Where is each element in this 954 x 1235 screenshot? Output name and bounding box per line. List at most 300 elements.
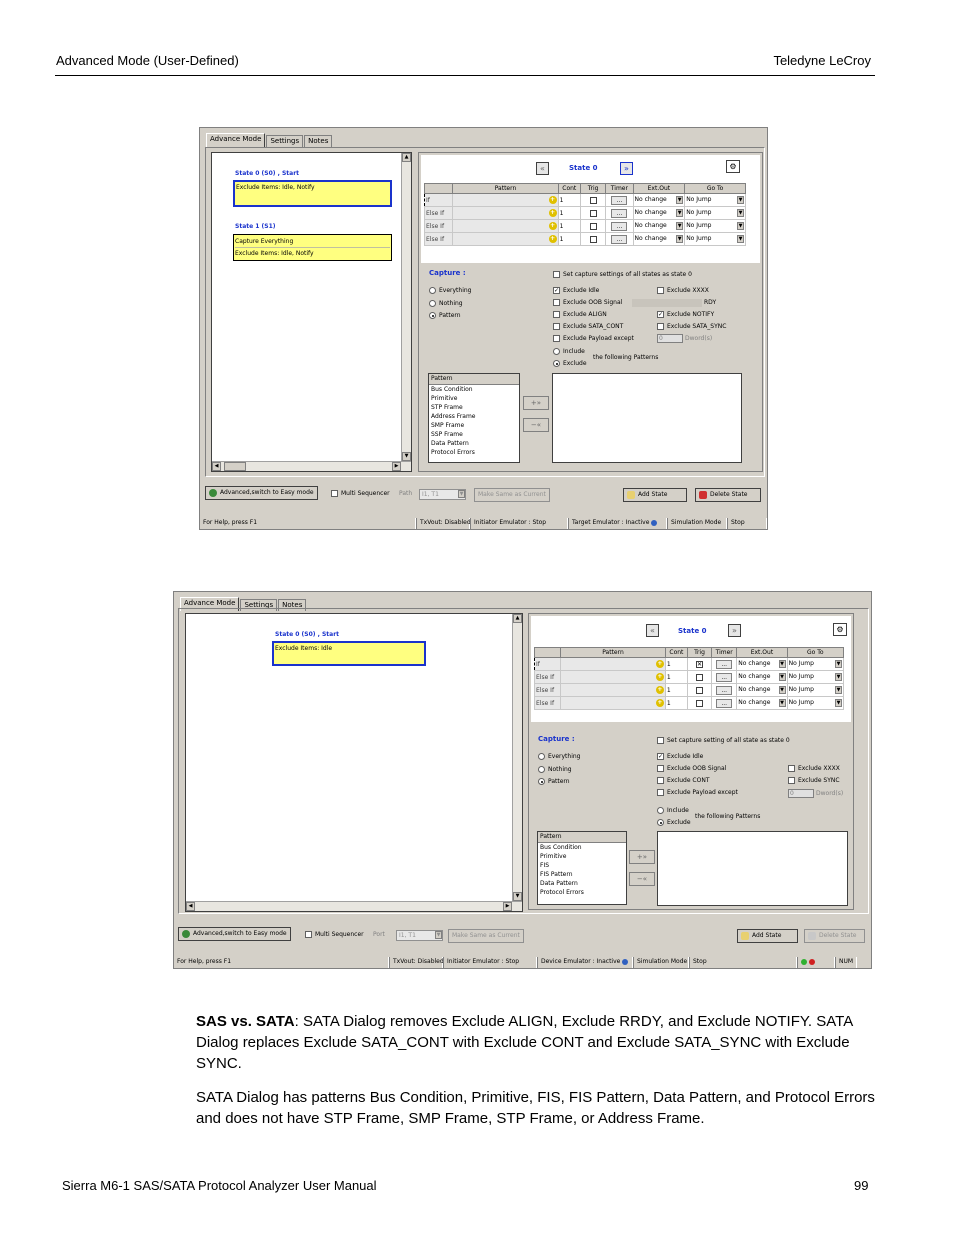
page-header-title: Advanced Mode (User-Defined)	[56, 53, 239, 68]
checkbox-label: Exclude Payload except	[563, 335, 634, 342]
ext-out-value: No change	[634, 235, 667, 242]
checkbox-icon	[553, 299, 560, 306]
chevron-down-icon: ▼	[836, 674, 841, 680]
checkbox-label: Exclude Idle	[563, 287, 600, 294]
sas-vs-sata-heading: SAS vs. SATA	[196, 1013, 295, 1030]
exclude-oob-checkbox[interactable]	[657, 764, 726, 773]
checkbox-icon: ✓	[554, 287, 560, 294]
checkbox-icon	[788, 765, 795, 772]
add-pattern-icon[interactable]: +	[657, 686, 663, 693]
add-pattern-icon[interactable]: +	[657, 660, 663, 667]
selected-pattern-list[interactable]	[657, 831, 848, 906]
page-number: 99	[854, 1178, 869, 1193]
horizontal-scrollbar[interactable]	[186, 901, 522, 911]
exclude-idle-checkbox[interactable]	[657, 752, 703, 761]
row-condition: Else If	[535, 697, 561, 710]
path-label: Path	[399, 490, 413, 497]
add-pattern-icon[interactable]: +	[550, 196, 556, 203]
scroll-right-icon[interactable]: ▶	[392, 462, 401, 471]
header-rule	[55, 75, 875, 76]
radio-icon	[553, 348, 560, 355]
chevron-down-icon: ▼	[738, 223, 743, 229]
multi-sequencer-checkbox[interactable]	[305, 930, 364, 940]
checkbox-icon	[553, 335, 560, 342]
capture-title: Capture :	[538, 735, 575, 743]
goto-value: No Jump	[686, 235, 712, 242]
radio-label: Pattern	[548, 778, 570, 785]
payload-input[interactable]: 0	[788, 789, 814, 798]
ext-out-select[interactable]	[633, 233, 685, 246]
list-item[interactable]: Protocol Errors	[540, 889, 584, 896]
cont-value[interactable]: 1	[558, 194, 580, 207]
exclude-sata-cont-checkbox[interactable]	[553, 322, 623, 331]
goto-select[interactable]	[787, 671, 843, 684]
table-row[interactable]	[425, 220, 746, 233]
status-target	[568, 518, 667, 529]
state-0-title: State 0 (S0) , Start	[235, 170, 300, 177]
trig-checkbox[interactable]	[590, 236, 597, 243]
radio-icon	[657, 807, 664, 814]
state-0-box[interactable]	[272, 641, 426, 666]
goto-select[interactable]	[787, 697, 843, 710]
state-settings-icon[interactable]: ⚙	[833, 623, 847, 636]
trig-checkbox[interactable]	[696, 700, 703, 707]
checkbox-icon	[553, 311, 560, 318]
row-condition: If	[535, 658, 561, 671]
exclude-notify-checkbox[interactable]	[657, 310, 714, 319]
ext-out-value: No change	[738, 673, 771, 680]
cont-value[interactable]: 1	[665, 684, 687, 697]
scroll-down-icon[interactable]: ▼	[513, 892, 522, 901]
status-device-text: Device Emulator : Inactive	[541, 958, 621, 965]
status-initiator: Initiator Emulator : Stop	[470, 518, 568, 529]
capture-title: Capture :	[429, 269, 466, 277]
scroll-up-icon[interactable]: ▲	[513, 614, 522, 623]
radio-include[interactable]	[657, 806, 689, 815]
radio-everything[interactable]	[429, 286, 471, 295]
status-txvout: TxVout: Disabled	[389, 957, 443, 968]
exclude-payload-checkbox[interactable]	[657, 788, 738, 797]
radio-icon	[538, 753, 545, 760]
col-cont: Cont	[558, 184, 580, 194]
chevron-down-icon: ▼	[836, 687, 841, 693]
goto-value: No Jump	[788, 673, 814, 680]
tab-settings[interactable]: Settings	[240, 599, 277, 611]
path-value: I1, T1	[422, 491, 439, 498]
trig-checkbox[interactable]	[590, 210, 597, 217]
trig-checkbox[interactable]	[590, 223, 597, 230]
chevron-down-icon: ▼	[738, 197, 743, 203]
tab-bar	[206, 133, 333, 147]
table-row[interactable]	[535, 671, 844, 684]
pattern-cell[interactable]	[453, 220, 558, 233]
tab-settings[interactable]: Settings	[266, 135, 303, 147]
sas-advanced-mode-dialog	[199, 127, 768, 530]
multi-sequencer-checkbox[interactable]	[331, 489, 390, 499]
radio-label: Pattern	[439, 312, 461, 319]
scroll-left-icon[interactable]: ◀	[212, 462, 221, 471]
list-item[interactable]: Bus Condition	[431, 386, 473, 393]
ext-out-value: No change	[634, 209, 667, 216]
row-condition: Else If	[535, 684, 561, 697]
make-same-as-current-button[interactable]: Make Same as Current	[448, 929, 524, 943]
state-diagram-pane[interactable]	[211, 152, 412, 472]
row-condition: Else If	[425, 207, 453, 220]
chevron-down-icon: ▼	[459, 491, 464, 497]
mode-icon	[182, 930, 190, 938]
state-editor-pane	[418, 152, 763, 472]
status-txvout: TxVout: Disabled	[416, 518, 470, 529]
row-condition: Else If	[425, 233, 453, 246]
list-item[interactable]: SMP Frame	[431, 422, 465, 429]
chevron-down-icon: ▼	[836, 700, 841, 706]
page-header-company: Teledyne LeCroy	[773, 53, 871, 68]
chevron-down-icon: ▼	[677, 197, 682, 203]
sata-advanced-mode-dialog	[173, 591, 872, 969]
scroll-up-icon[interactable]: ▲	[402, 153, 411, 162]
goto-select[interactable]	[685, 194, 746, 207]
radio-exclude[interactable]	[553, 359, 587, 368]
checkbox-label: Exclude CONT	[667, 777, 710, 784]
state-1-line-1: Capture Everything	[235, 236, 390, 248]
pattern-cell[interactable]	[561, 671, 666, 684]
horizontal-scrollbar[interactable]	[212, 461, 411, 471]
ext-out-value: No change	[634, 196, 667, 203]
col-trig: Trig	[687, 648, 711, 658]
chevron-down-icon: ▼	[780, 661, 785, 667]
col-pattern: Pattern	[561, 648, 666, 658]
payload-dwords-field[interactable]	[788, 789, 843, 798]
port-label: Port	[373, 931, 385, 938]
ext-out-value: No change	[738, 686, 771, 693]
chevron-down-icon: ▼	[780, 674, 785, 680]
delete-state-button[interactable]	[804, 929, 865, 943]
goto-select[interactable]	[787, 658, 843, 671]
list-item[interactable]: Data Pattern	[431, 440, 469, 447]
checkbox-icon	[657, 323, 664, 330]
cont-value[interactable]: 1	[558, 233, 580, 246]
exclude-idle-checkbox[interactable]	[553, 286, 599, 295]
status-stop: Stop	[727, 518, 767, 529]
checkbox-label: Set capture setting of all state as state 0	[667, 737, 790, 744]
checkbox-label: Multi Sequencer	[341, 490, 390, 497]
state-settings-icon[interactable]: ⚙	[726, 160, 740, 173]
prev-state-button[interactable]: «	[536, 162, 549, 175]
chevron-down-icon: ▼	[436, 932, 441, 938]
checkbox-icon	[331, 490, 338, 497]
cont-value[interactable]: 1	[558, 220, 580, 233]
state-0-box[interactable]	[233, 180, 392, 207]
condition-table	[424, 183, 746, 246]
checkbox-icon	[657, 777, 664, 784]
delete-state-icon	[699, 491, 707, 499]
delete-state-button[interactable]	[695, 488, 761, 502]
next-state-button[interactable]: »	[620, 162, 633, 175]
col-cont: Cont	[665, 648, 687, 658]
ext-out-select[interactable]	[633, 207, 685, 220]
radio-exclude[interactable]	[657, 818, 691, 827]
add-state-icon	[741, 932, 749, 940]
scroll-thumb[interactable]	[224, 462, 246, 471]
mode-icon	[209, 489, 217, 497]
list-item[interactable]: Data Pattern	[540, 880, 578, 887]
radio-icon	[429, 287, 436, 294]
make-same-as-current-button[interactable]: Make Same as Current	[474, 488, 550, 502]
button-label: Add State	[752, 932, 782, 939]
timer-button[interactable]: ...	[716, 699, 732, 708]
list-item[interactable]: FIS Pattern	[540, 871, 573, 878]
target-status-icon	[651, 520, 657, 526]
ext-out-select[interactable]	[737, 658, 787, 671]
sata-patterns-paragraph: SATA Dialog has patterns Bus Condition, Primitive, FIS, FIS Pattern, Data Pattern, and Protocol Errors and does not have STP Frame, SMP Frame, STP Frame, or Address Frame.	[196, 1089, 875, 1127]
goto-value: No Jump	[686, 209, 712, 216]
status-help: For Help, press F1	[200, 518, 416, 529]
state-0-title: State 0 (S0) , Start	[275, 631, 340, 638]
pattern-cell[interactable]	[561, 697, 666, 710]
list-item[interactable]: STP Frame	[431, 404, 463, 411]
pattern-cell[interactable]	[453, 233, 558, 246]
vertical-scrollbar[interactable]	[512, 614, 522, 901]
chevron-down-icon: ▼	[677, 210, 682, 216]
exclude-cont-checkbox[interactable]	[657, 776, 709, 785]
col-timer: Timer	[606, 184, 633, 194]
ext-out-select[interactable]	[633, 220, 685, 233]
goto-select[interactable]	[685, 220, 746, 233]
chevron-down-icon: ▼	[677, 223, 682, 229]
checkbox-label: Set capture settings of all states as state 0	[563, 271, 692, 278]
goto-select[interactable]	[787, 684, 843, 697]
add-pattern-icon[interactable]: +	[550, 235, 556, 242]
table-row[interactable]	[425, 233, 746, 246]
sas-vs-sata-text: : SATA Dialog removes Exclude ALIGN, Exclude RRDY, and Exclude NOTIFY. SATA Dialog replaces Exclude SATA_CONT with Exclude CONT and Exclude SATA_SYNC with Exclude SYNC.	[196, 1013, 853, 1072]
add-pattern-button[interactable]: +»	[629, 850, 655, 864]
prev-state-button[interactable]: «	[646, 624, 659, 637]
port-value: I1, T1	[399, 932, 416, 939]
row-condition: Else If	[535, 671, 561, 684]
table-row[interactable]	[535, 697, 844, 710]
port-select[interactable]	[396, 930, 443, 941]
goto-value: No Jump	[788, 686, 814, 693]
green-led-icon	[801, 959, 807, 965]
status-device	[537, 957, 633, 968]
checkbox-label: Exclude NOTIFY	[667, 311, 715, 318]
state-0-line: Exclude Items: Idle, Notify	[236, 184, 315, 191]
set-capture-checkbox[interactable]	[553, 270, 692, 279]
table-row[interactable]	[425, 207, 746, 220]
row-condition: Else If	[425, 220, 453, 233]
trig-checkbox[interactable]: ✕	[697, 660, 703, 668]
trig-checkbox[interactable]	[696, 687, 703, 694]
timer-button[interactable]: ...	[716, 660, 732, 669]
list-item[interactable]: FIS	[540, 862, 550, 869]
list-item[interactable]: Protocol Errors	[431, 449, 475, 456]
pattern-list-header: Pattern	[538, 832, 626, 843]
goto-value: No Jump	[788, 699, 814, 706]
set-capture-checkbox[interactable]	[657, 736, 790, 745]
ext-out-select[interactable]	[737, 671, 787, 684]
rrdy-mask	[632, 299, 702, 307]
radio-everything[interactable]	[538, 752, 580, 761]
scroll-left-icon[interactable]: ◀	[186, 902, 195, 911]
col-pattern: Pattern	[453, 184, 558, 194]
dwords-label: Dword(s)	[816, 790, 844, 797]
checkbox-label: Exclude SATA_SYNC	[667, 323, 727, 330]
radio-label: Nothing	[439, 300, 463, 307]
pattern-cell[interactable]	[561, 658, 666, 671]
tab-notes[interactable]: Notes	[278, 599, 306, 611]
state-1-box[interactable]	[233, 234, 392, 261]
checkbox-icon	[305, 931, 312, 938]
exclude-payload-checkbox[interactable]	[553, 334, 634, 343]
ext-out-select[interactable]	[737, 697, 787, 710]
button-label: Advanced,switch to Easy mode	[220, 489, 314, 496]
checkbox-label: Exclude ALIGN	[563, 311, 607, 318]
switch-easy-mode-button[interactable]	[178, 927, 291, 941]
checkbox-icon: ✓	[658, 753, 664, 760]
current-state-label: State 0	[678, 627, 707, 635]
checkbox-icon	[553, 271, 560, 278]
payload-dwords-field[interactable]	[657, 334, 712, 343]
cont-value[interactable]: 1	[665, 697, 687, 710]
add-state-icon	[627, 491, 635, 499]
radio-label: Everything	[548, 753, 581, 760]
radio-icon	[553, 360, 560, 367]
ext-out-value: No change	[738, 660, 771, 667]
col-go-to: Go To	[787, 648, 843, 658]
exclude-sata-sync-checkbox[interactable]	[657, 322, 726, 331]
radio-label: Include	[563, 348, 585, 355]
vertical-scrollbar[interactable]	[401, 153, 411, 461]
table-row[interactable]	[535, 658, 844, 671]
tab-advance-mode[interactable]: Advance Mode	[206, 133, 265, 147]
following-patterns-label: the following Patterns	[593, 354, 659, 361]
next-state-button[interactable]: »	[728, 624, 741, 637]
remove-pattern-button[interactable]: −«	[629, 872, 655, 886]
add-pattern-icon[interactable]: +	[657, 699, 663, 706]
ext-out-select[interactable]	[737, 684, 787, 697]
radio-pattern[interactable]	[538, 777, 570, 786]
exclude-xxxx-checkbox[interactable]	[788, 764, 840, 773]
path-select[interactable]	[419, 489, 466, 500]
ext-out-select[interactable]	[633, 194, 685, 207]
checkbox-icon: ✓	[658, 311, 664, 318]
goto-value: No Jump	[686, 196, 712, 203]
status-num: NUM	[835, 957, 857, 968]
state-diagram-pane[interactable]	[185, 613, 523, 912]
add-pattern-icon[interactable]: +	[550, 209, 556, 216]
goto-select[interactable]	[685, 207, 746, 220]
radio-icon	[538, 766, 545, 773]
cont-value[interactable]: 1	[665, 658, 687, 671]
available-pattern-list[interactable]	[537, 831, 627, 905]
checkbox-icon	[553, 323, 560, 330]
status-help: For Help, press F1	[174, 957, 389, 968]
exclude-align-checkbox[interactable]	[553, 310, 607, 319]
button-label: Advanced,switch to Easy mode	[193, 930, 287, 937]
scroll-right-icon[interactable]: ▶	[503, 902, 512, 911]
exclude-xxxx-checkbox[interactable]	[657, 286, 709, 295]
add-state-button[interactable]	[737, 929, 798, 943]
chevron-down-icon: ▼	[677, 236, 682, 242]
add-pattern-icon[interactable]: +	[657, 673, 663, 680]
radio-icon	[429, 312, 436, 319]
radio-label: Include	[667, 807, 689, 814]
list-item[interactable]: SSP Frame	[431, 431, 463, 438]
pattern-cell[interactable]	[453, 207, 558, 220]
pattern-cell[interactable]	[561, 684, 666, 697]
chevron-down-icon: ▼	[780, 687, 785, 693]
list-item[interactable]: Bus Condition	[540, 844, 582, 851]
selected-pattern-list[interactable]	[552, 373, 742, 463]
status-stop: Stop	[689, 957, 797, 968]
add-state-button[interactable]	[623, 488, 687, 502]
list-item[interactable]: Primitive	[540, 853, 567, 860]
add-pattern-button[interactable]: +»	[523, 396, 549, 410]
list-item[interactable]: Primitive	[431, 395, 458, 402]
pattern-cell[interactable]	[453, 194, 558, 207]
row-condition: If	[425, 194, 453, 207]
col-timer: Timer	[712, 648, 737, 658]
chevron-down-icon: ▼	[836, 661, 841, 667]
trig-checkbox[interactable]	[696, 674, 703, 681]
cont-value[interactable]: 1	[558, 207, 580, 220]
radio-nothing[interactable]	[538, 765, 572, 774]
radio-pattern[interactable]	[429, 311, 461, 320]
state-1-line-2: Exclude Items: Idle, Notify	[235, 250, 314, 257]
checkbox-label: Exclude XXXX	[798, 765, 840, 772]
switch-easy-mode-button[interactable]	[205, 486, 318, 500]
device-status-icon	[622, 959, 628, 965]
payload-input[interactable]: 0	[657, 334, 683, 343]
table-row[interactable]	[425, 194, 746, 207]
exclude-oob-checkbox[interactable]	[553, 298, 622, 307]
timer-button[interactable]: ...	[716, 686, 732, 695]
radio-icon	[657, 819, 664, 826]
scroll-down-icon[interactable]: ▼	[402, 452, 411, 461]
chevron-down-icon: ▼	[738, 236, 743, 242]
timer-button[interactable]: ...	[611, 235, 627, 244]
tab-notes[interactable]: Notes	[304, 135, 332, 147]
tab-advance-mode[interactable]: Advance Mode	[180, 597, 239, 611]
goto-select[interactable]	[685, 233, 746, 246]
timer-button[interactable]: ...	[716, 673, 732, 682]
checkbox-icon	[657, 737, 664, 744]
checkbox-icon	[657, 765, 664, 772]
remove-pattern-button[interactable]: −«	[523, 418, 549, 432]
cont-value[interactable]: 1	[665, 671, 687, 684]
add-pattern-icon[interactable]: +	[550, 222, 556, 229]
status-target-text: Target Emulator : Inactive	[572, 519, 650, 526]
table-row[interactable]	[535, 684, 844, 697]
radio-include[interactable]	[553, 347, 585, 356]
trig-checkbox[interactable]	[590, 197, 597, 204]
radio-nothing[interactable]	[429, 299, 463, 308]
timer-button[interactable]: ...	[611, 222, 627, 231]
checkbox-label: Exclude OOB Signal	[667, 765, 727, 772]
exclude-sync-checkbox[interactable]	[788, 776, 840, 785]
dwords-label: Dword(s)	[685, 335, 713, 342]
status-leds	[797, 957, 835, 968]
timer-button[interactable]: ...	[611, 196, 627, 205]
available-pattern-list[interactable]	[428, 373, 520, 463]
goto-value: No Jump	[788, 660, 814, 667]
col-ext-out: Ext.Out	[633, 184, 685, 194]
pattern-list-header: Pattern	[429, 374, 519, 385]
list-item[interactable]: Address Frame	[431, 413, 476, 420]
radio-icon	[538, 778, 545, 785]
timer-button[interactable]: ...	[611, 209, 627, 218]
chevron-down-icon: ▼	[780, 700, 785, 706]
